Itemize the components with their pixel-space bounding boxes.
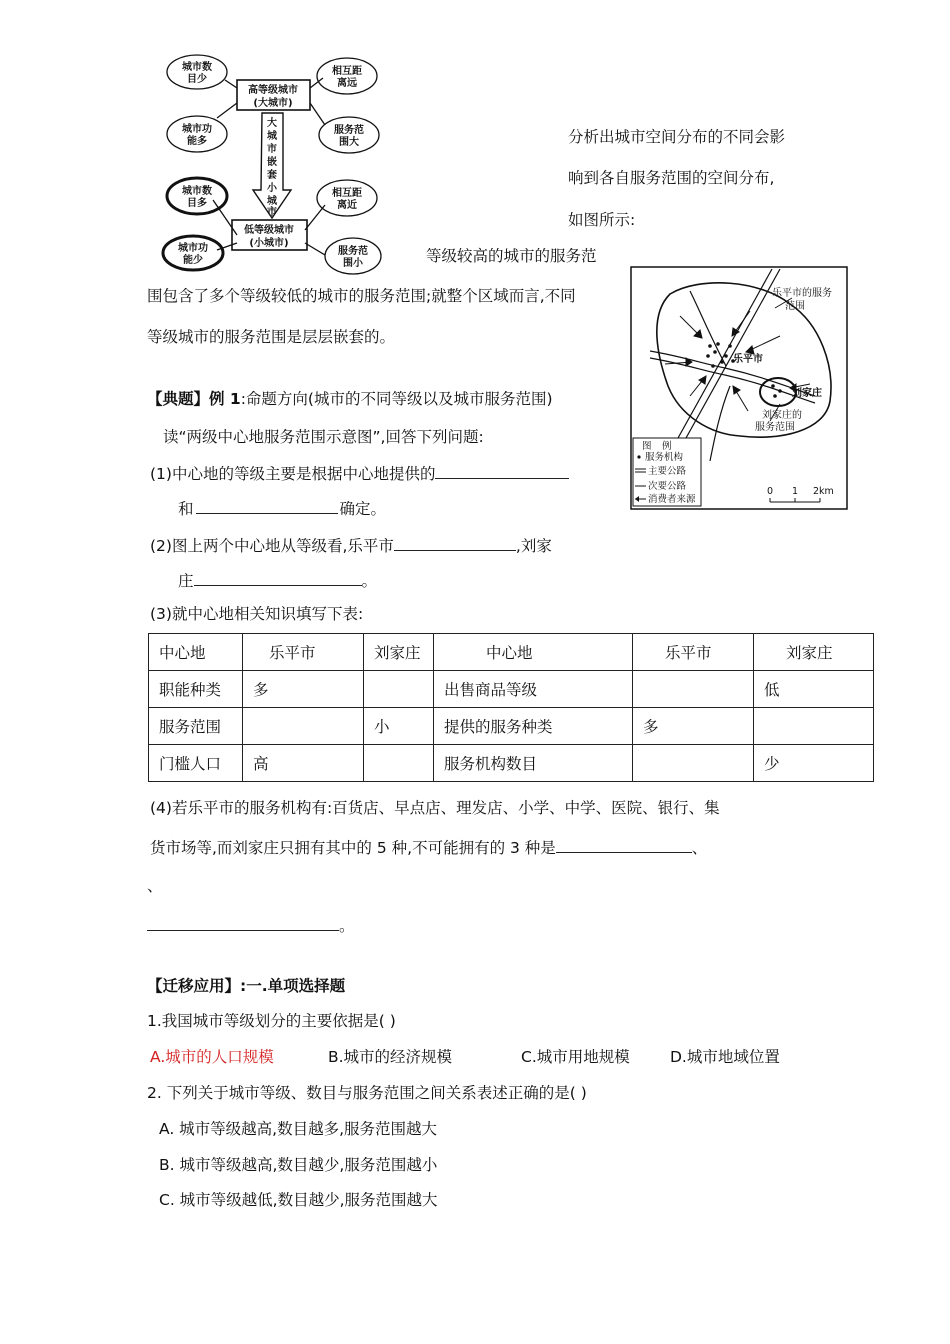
ellipse-text: 服务范	[338, 246, 368, 257]
question-4-cont	[150, 836, 707, 858]
table-cell[interactable]: 多	[243, 671, 364, 708]
practice-q1-option-a[interactable]: A.城市的人口规模	[150, 1048, 274, 1066]
map-label-liujia: 刘家庄	[792, 388, 822, 399]
table-row	[149, 745, 874, 782]
table-header-cell: 中心地	[149, 634, 243, 671]
intro-line: 等级较高的城市的服务范	[426, 247, 597, 265]
question-text: 庄	[178, 572, 194, 590]
table-header-cell: 中心地	[434, 634, 633, 671]
table-cell: 服务机构数目	[434, 745, 633, 782]
intro-line: 如图所示:	[568, 211, 636, 229]
table-cell[interactable]: 低	[754, 671, 874, 708]
question-text: 货市场等,而刘家庄只拥有其中的 5 种,不可能拥有的 3 种是	[150, 839, 556, 857]
arrow-char: 城	[267, 196, 277, 207]
question-text: 。	[361, 572, 378, 590]
low-city-line2: (小城市)	[249, 238, 289, 249]
question-text: ,刘家	[515, 537, 552, 555]
table-header-cell: 刘家庄	[754, 634, 874, 671]
ellipse-text: 围小	[343, 258, 363, 269]
practice-title: :一.单项选择题	[240, 977, 346, 995]
table-header-cell: 乐平市	[633, 634, 754, 671]
question-1-cont	[178, 497, 386, 519]
practice-tag: 【迁移应用】	[147, 977, 241, 995]
arrow-char: 市	[267, 207, 277, 218]
table-cell: 服务范围	[149, 708, 243, 745]
table-cell[interactable]: 少	[754, 745, 874, 782]
example-tag: 【典题】例 1	[147, 390, 241, 408]
example-heading	[147, 389, 553, 409]
low-city-line1: 低等级城市	[244, 225, 294, 236]
table-header-cell: 乐平市	[243, 634, 364, 671]
practice-q1-option-d[interactable]: D.城市地域位置	[670, 1048, 780, 1066]
answer-blank[interactable]	[394, 534, 516, 551]
table-cell[interactable]	[633, 671, 754, 708]
practice-q2-option-b[interactable]: B. 城市等级越高,数目越少,服务范围越小	[159, 1156, 438, 1174]
table-cell[interactable]	[633, 745, 754, 782]
table-cell[interactable]: 小	[364, 708, 434, 745]
legend-item: 消费者来源	[648, 494, 696, 505]
table-cell[interactable]: 多	[633, 708, 754, 745]
arrow-char: 城	[267, 131, 277, 142]
ellipse-text: 围大	[339, 137, 359, 148]
question-4-end	[147, 914, 355, 936]
answer-blank[interactable]	[196, 497, 338, 514]
practice-q1-option-c[interactable]: C.城市用地规模	[521, 1048, 630, 1066]
table-cell: 职能种类	[149, 671, 243, 708]
map-label-leping-range: 乐平市的服务	[772, 288, 832, 299]
example-topic: :命题方向(城市的不同等级以及城市服务范围)	[240, 390, 553, 408]
arrow-char: 小	[267, 183, 277, 194]
question-text: 。	[339, 917, 355, 935]
question-text: (1)中心地的等级主要是根据中心地提供的	[150, 465, 436, 483]
table-cell: 出售商品等级	[434, 671, 633, 708]
arrow-char: 嵌	[267, 157, 277, 168]
high-city-line1: 高等级城市	[248, 85, 298, 96]
ellipse-text: 目多	[187, 198, 207, 209]
scale-label: 2km	[813, 486, 834, 497]
ellipse-text: 离近	[337, 200, 357, 211]
practice-heading	[147, 976, 345, 996]
table-cell[interactable]	[243, 708, 364, 745]
practice-q1: 1.我国城市等级划分的主要依据是( )	[147, 1012, 396, 1030]
table-cell: 门槛人口	[149, 745, 243, 782]
ellipse-text: 服务范	[334, 125, 364, 136]
intro-line: 分析出城市空间分布的不同会影	[568, 128, 786, 146]
ellipse-text: 城市数	[182, 62, 212, 73]
map-label-leping-range: 范围	[785, 301, 805, 312]
answer-blank[interactable]	[435, 462, 569, 479]
table-cell[interactable]	[364, 745, 434, 782]
question-4-sep: 、	[147, 877, 163, 895]
table-cell: 提供的服务种类	[434, 708, 633, 745]
ellipse-text: 城市数	[182, 186, 212, 197]
question-2	[150, 534, 552, 556]
city-hierarchy-diagram	[155, 50, 395, 275]
ellipse-text: 能少	[183, 255, 203, 266]
example-prompt: 读“两级中心地服务范围示意图”,回答下列问题:	[163, 428, 484, 446]
table-row	[149, 708, 874, 745]
question-text: (2)图上两个中心地从等级看,乐平市	[150, 537, 394, 555]
table-cell[interactable]: 高	[243, 745, 364, 782]
map-label-liujia-range: 服务范围	[755, 422, 795, 433]
arrow-char: 大	[267, 118, 277, 129]
scale-label: 0	[767, 486, 774, 497]
ellipse-text: 相互距	[332, 188, 362, 199]
intro-line: 响到各自服务范围的空间分布,	[568, 169, 775, 187]
practice-q2: 2. 下列关于城市等级、数目与服务范围之间关系表述正确的是( )	[147, 1084, 587, 1102]
answer-blank[interactable]	[147, 914, 339, 931]
question-3: (3)就中心地相关知识填写下表:	[150, 605, 364, 623]
legend-title: 图	[642, 441, 652, 452]
central-place-map	[630, 266, 848, 510]
central-place-table	[148, 633, 874, 782]
practice-q1-option-b[interactable]: B.城市的经济规模	[328, 1048, 453, 1066]
question-2-cont	[178, 569, 377, 591]
table-cell[interactable]	[364, 671, 434, 708]
map-label-liujia-range: 刘家庄的	[762, 410, 802, 421]
map-label-leping: 乐平市	[733, 354, 763, 365]
ellipse-text: 目少	[187, 74, 207, 85]
question-text: 确定。	[339, 500, 387, 518]
ellipse-text: 能多	[187, 136, 207, 147]
arrow-char: 套	[267, 170, 277, 181]
legend-item: 主要公路	[648, 466, 687, 477]
answer-blank[interactable]	[556, 836, 692, 853]
question-1	[150, 462, 569, 484]
table-header-cell: 刘家庄	[364, 634, 434, 671]
practice-q2-option-a[interactable]: A. 城市等级越高,数目越多,服务范围越大	[159, 1120, 438, 1138]
intro-line: 围包含了多个等级较低的城市的服务范围;就整个区域而言,不同	[147, 287, 576, 305]
question-text: 、	[691, 839, 708, 857]
practice-q2-option-c[interactable]: C. 城市等级越低,数目越少,服务范围越大	[159, 1191, 438, 1209]
question-4: (4)若乐平市的服务机构有:百货店、早点店、理发店、小学、中学、医院、银行、集	[150, 799, 720, 817]
high-city-line2: (大城市)	[253, 98, 293, 109]
legend-title: 例	[662, 441, 672, 452]
ellipse-text: 离远	[337, 78, 357, 89]
scale-label: 1	[792, 486, 799, 497]
question-text: 和	[178, 500, 194, 518]
table-row	[149, 671, 874, 708]
ellipse-text: 城市功	[182, 124, 212, 135]
ellipse-text: 相互距	[332, 66, 362, 77]
ellipse-text: 城市功	[178, 243, 208, 254]
table-header-row	[149, 634, 874, 671]
legend-item: 次要公路	[648, 481, 687, 492]
arrow-char: 市	[267, 144, 277, 155]
intro-line: 等级城市的服务范围是层层嵌套的。	[147, 328, 396, 346]
legend-item: 服务机构	[645, 452, 684, 463]
answer-blank[interactable]	[194, 569, 362, 586]
table-cell[interactable]	[754, 708, 874, 745]
